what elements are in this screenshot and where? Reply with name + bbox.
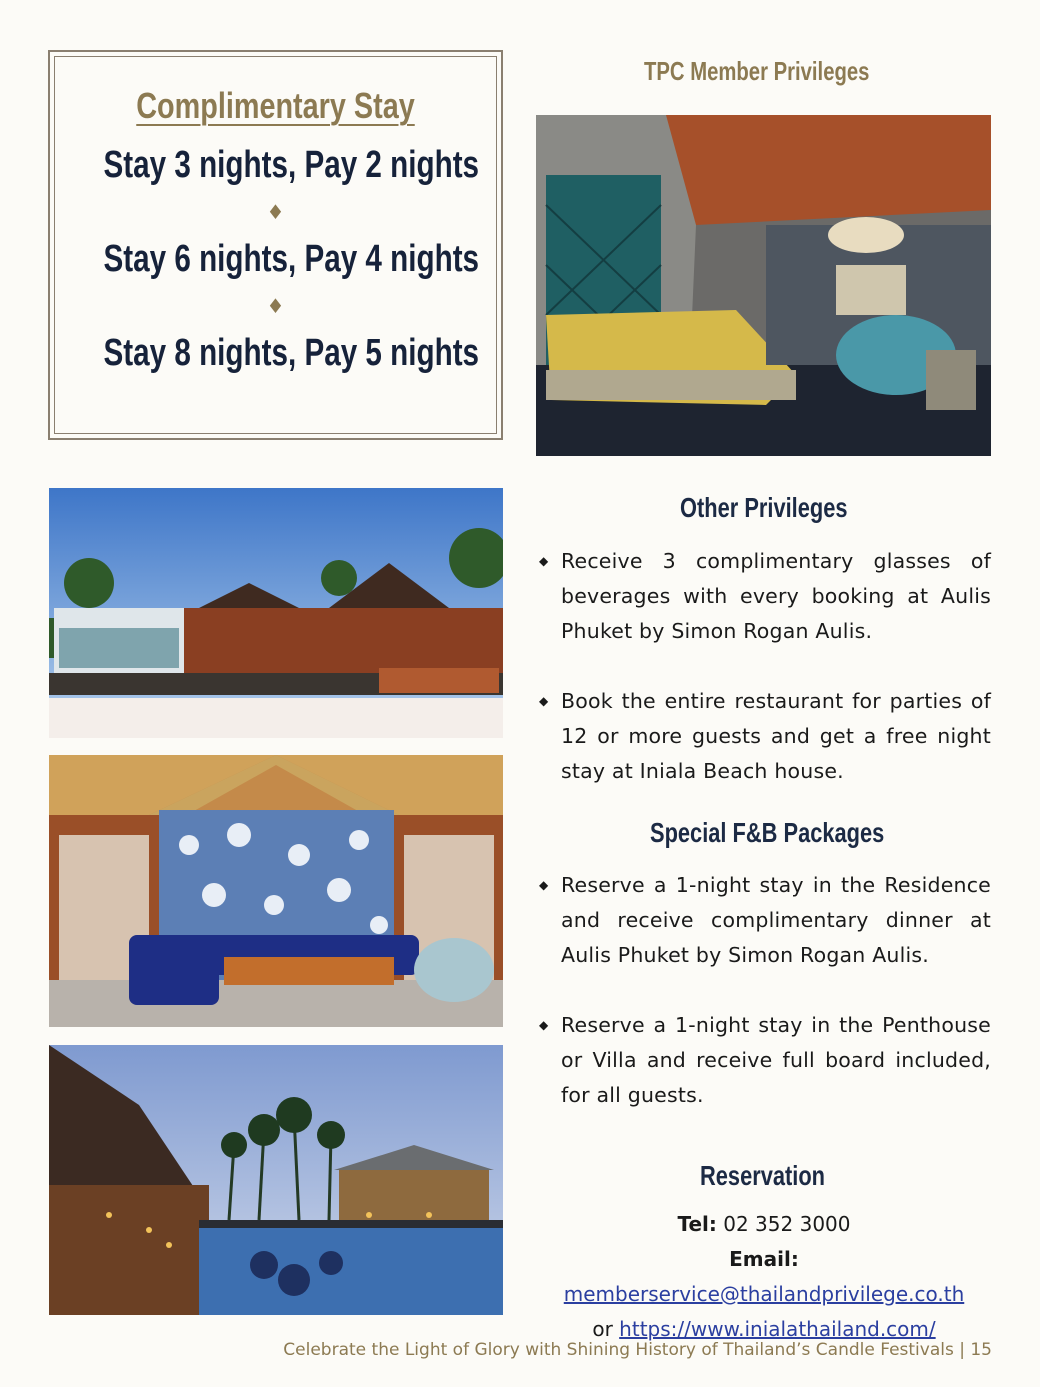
complimentary-stay-box bbox=[48, 50, 503, 440]
other-privileges-heading: Other Privileges bbox=[680, 492, 848, 523]
reservation-heading: Reservation bbox=[700, 1160, 826, 1191]
stay-offer-3: Stay 8 nights, Pay 5 nights bbox=[103, 332, 480, 374]
tel-value: 02 352 3000 bbox=[723, 1212, 851, 1236]
other-privileges-list bbox=[537, 544, 991, 789]
list-item: ◆ Receive 3 complimentary glasses of beverages with every booking at Aulis Phuket by Simon Rogan Aulis. bbox=[537, 544, 991, 649]
list-item: ◆ Book the entire restaurant for parties of 12 or more guests and get a free night stay at Iniala Beach house. bbox=[537, 684, 991, 789]
stay-offer-1: Stay 3 nights, Pay 2 nights bbox=[103, 144, 480, 186]
reservation-contact bbox=[530, 1207, 998, 1347]
website-link[interactable]: https://www.inialathailand.com/ bbox=[619, 1317, 936, 1341]
stay-box-inner-border bbox=[54, 56, 497, 434]
list-item: ◆ Reserve a 1-night stay in the Residence and receive complimentary dinner at Aulis Phuket by Simon Rogan Aulis. bbox=[537, 868, 991, 973]
page-footer: Celebrate the Light of Glory with Shining History of Thailand’s Candle Festivals | 15 bbox=[283, 1340, 992, 1360]
stay-title: Complimentary Stay bbox=[136, 85, 415, 126]
bullet-diamond-icon: ◆ bbox=[539, 554, 549, 568]
pool-dusk-photo bbox=[49, 1045, 503, 1315]
special-fb-heading: Special F&B Packages bbox=[650, 817, 885, 848]
tel-label: Tel: bbox=[677, 1212, 717, 1236]
bedroom-photo bbox=[536, 115, 991, 456]
list-item: ◆ Reserve a 1-night stay in the Penthouse or Villa and receive full board included, for all guests. bbox=[537, 1008, 991, 1113]
tel-line bbox=[530, 1207, 998, 1242]
email-label: Email: bbox=[729, 1247, 799, 1271]
living-room-photo bbox=[49, 755, 503, 1027]
email-link[interactable]: memberservice@thailandprivilege.co.th bbox=[563, 1282, 965, 1306]
diamond-separator-icon: ♦ bbox=[266, 294, 285, 318]
special-fb-list bbox=[537, 868, 991, 1113]
stay-offer-2: Stay 6 nights, Pay 4 nights bbox=[103, 238, 480, 280]
bullet-diamond-icon: ◆ bbox=[539, 878, 549, 892]
or-text: or bbox=[592, 1317, 613, 1341]
tpc-privileges-heading: TPC Member Privileges bbox=[644, 56, 870, 86]
beach-house-exterior-photo bbox=[49, 488, 503, 738]
bullet-diamond-icon: ◆ bbox=[539, 694, 549, 708]
diamond-separator-icon: ♦ bbox=[266, 200, 285, 224]
email-line bbox=[530, 1242, 998, 1312]
bullet-diamond-icon: ◆ bbox=[539, 1018, 549, 1032]
